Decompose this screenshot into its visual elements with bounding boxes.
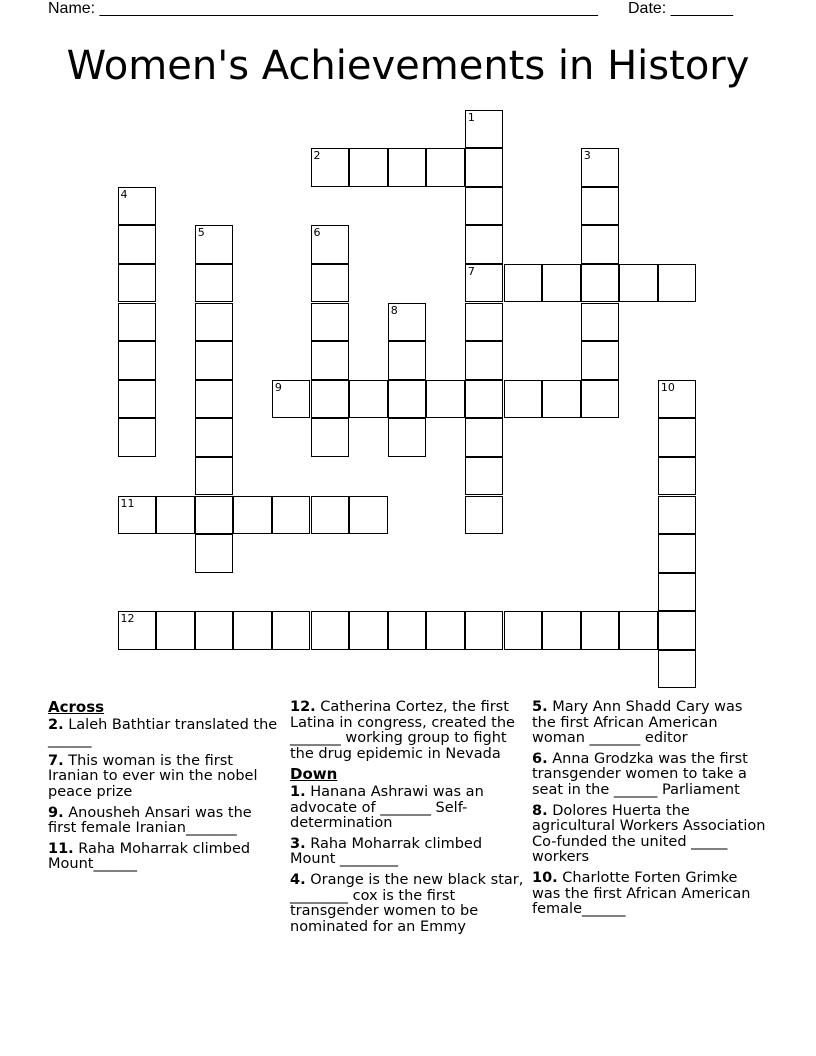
grid-cell[interactable] <box>311 264 350 303</box>
grid-cell[interactable] <box>465 418 504 457</box>
grid-cell[interactable] <box>233 496 272 535</box>
grid-cell[interactable] <box>619 264 658 303</box>
name-field-label: Name: ________________________________________________________ <box>48 0 598 17</box>
clue-text: Anna Grodzka was the first transgender women to take a seat in the ______ Parliament <box>532 750 748 798</box>
clue-down-6 <box>532 752 766 799</box>
clue-text: Mary Ann Shadd Cary was the first African American woman _______ editor <box>532 699 743 747</box>
cell-number: 9 <box>274 380 282 394</box>
grid-cell[interactable] <box>388 418 427 457</box>
clue-number: 1. <box>290 783 306 800</box>
grid-cell[interactable] <box>195 341 234 380</box>
date-field-label: Date: _______ <box>628 0 733 17</box>
clue-number: 3. <box>290 835 306 852</box>
clue-text: Raha Moharrak climbed Mount ________ <box>290 835 483 868</box>
clue-text: Anousheh Ansari was the first female Iranian_______ <box>48 804 252 837</box>
grid-cell[interactable] <box>581 611 620 650</box>
grid-cell[interactable] <box>349 611 388 650</box>
grid-cell[interactable] <box>195 496 234 535</box>
grid-cell[interactable] <box>465 264 504 303</box>
grid-cell[interactable] <box>581 264 620 303</box>
grid-cell[interactable] <box>426 380 465 419</box>
grid-cell[interactable] <box>272 380 311 419</box>
clue-down-5 <box>532 700 766 747</box>
clue-text: This woman is the first Iranian to ever win the nobel peace prize <box>48 752 258 800</box>
grid-cell[interactable] <box>388 148 427 187</box>
grid-cell[interactable] <box>195 225 234 264</box>
clue-number: 6. <box>532 750 548 767</box>
grid-cell[interactable] <box>542 380 581 419</box>
grid-cell[interactable] <box>658 534 697 573</box>
clue-across-7 <box>48 754 282 801</box>
clue-number: 7. <box>48 752 64 769</box>
grid-cell[interactable] <box>349 380 388 419</box>
grid-cell[interactable] <box>581 380 620 419</box>
clue-number: 2. <box>48 716 64 733</box>
grid-cell[interactable] <box>311 418 350 457</box>
across-heading: Across <box>48 698 105 716</box>
grid-cell[interactable] <box>349 496 388 535</box>
cell-number: 6 <box>313 226 321 240</box>
grid-cell[interactable] <box>465 341 504 380</box>
down-heading: Down <box>290 765 338 784</box>
clue-across-12 <box>290 700 524 762</box>
grid-cell[interactable] <box>465 148 504 187</box>
grid-cell[interactable] <box>465 457 504 496</box>
grid-cell[interactable] <box>658 650 697 689</box>
grid-cell[interactable] <box>195 303 234 342</box>
grid-cell[interactable] <box>465 611 504 650</box>
grid-cell[interactable] <box>658 457 697 496</box>
grid-cell[interactable] <box>426 148 465 187</box>
grid-cell[interactable] <box>311 148 350 187</box>
clue-number: 12. <box>290 699 316 715</box>
cell-number: 8 <box>390 303 398 317</box>
clue-down-8 <box>532 804 766 866</box>
clue-number: 9. <box>48 804 64 821</box>
grid-cell[interactable] <box>388 611 427 650</box>
grid-cell[interactable] <box>542 611 581 650</box>
grid-cell[interactable] <box>619 611 658 650</box>
clue-number: 11. <box>48 840 74 857</box>
cell-number: 2 <box>313 149 321 163</box>
clue-number: 5. <box>532 699 548 715</box>
grid-cell[interactable] <box>195 611 234 650</box>
clue-across-2 <box>48 718 282 749</box>
clue-across-11 <box>48 842 282 873</box>
grid-cell[interactable] <box>658 418 697 457</box>
grid-cell[interactable] <box>504 611 543 650</box>
grid-cell[interactable] <box>195 264 234 303</box>
grid-cell[interactable] <box>272 611 311 650</box>
grid-cell[interactable] <box>465 496 504 535</box>
grid-cell[interactable] <box>156 611 195 650</box>
grid-cell[interactable] <box>465 303 504 342</box>
clue-text: Raha Moharrak climbed Mount______ <box>48 840 251 873</box>
cell-number: 11 <box>120 496 135 510</box>
cell-number: 7 <box>467 264 475 278</box>
cell-number: 1 <box>467 110 475 124</box>
grid-cell[interactable] <box>311 303 350 342</box>
clue-column-1 <box>48 700 282 878</box>
clue-down-1 <box>290 785 524 832</box>
grid-cell[interactable] <box>118 225 157 264</box>
clue-text: Charlotte Forten Grimke was the first African American female______ <box>532 869 751 918</box>
grid-cell[interactable] <box>581 148 620 187</box>
grid-cell[interactable] <box>311 380 350 419</box>
grid-cell[interactable] <box>658 573 697 612</box>
clue-column-2 <box>290 700 524 940</box>
grid-cell[interactable] <box>118 187 157 226</box>
clue-text: Laleh Bathtiar translated the ______ <box>48 716 278 749</box>
grid-cell[interactable] <box>195 534 234 573</box>
grid-cell[interactable] <box>388 380 427 419</box>
grid-cell[interactable] <box>658 264 697 303</box>
grid-cell[interactable] <box>465 380 504 419</box>
grid-cell[interactable] <box>658 611 697 650</box>
grid-cell[interactable] <box>118 341 157 380</box>
grid-cell[interactable] <box>504 264 543 303</box>
cell-number: 5 <box>197 226 205 240</box>
clue-text: Orange is the new black star, ________ cox is the first transgender women to be nominated for an Emmy <box>290 871 524 935</box>
clue-text: Hanana Ashrawi was an advocate of _______ Self-determination <box>290 783 484 832</box>
grid-cell[interactable] <box>311 611 350 650</box>
cell-number: 12 <box>120 612 135 626</box>
grid-cell[interactable] <box>195 457 234 496</box>
clue-down-4 <box>290 873 524 935</box>
grid-cell[interactable] <box>156 496 195 535</box>
clue-number: 8. <box>532 802 548 819</box>
cell-number: 10 <box>660 380 675 394</box>
clue-number: 4. <box>290 871 306 888</box>
grid-cell[interactable] <box>118 264 157 303</box>
grid-cell[interactable] <box>388 303 427 342</box>
grid-cell[interactable] <box>311 341 350 380</box>
grid-cell[interactable] <box>658 496 697 535</box>
grid-cell[interactable] <box>426 611 465 650</box>
clue-text: Dolores Huerta the agricultural Workers Association Co-funded the united _____ workers <box>532 802 766 866</box>
grid-cell[interactable] <box>118 496 157 535</box>
clue-text: Catherina Cortez, the first Latina in congress, created the _______ working group to fight the drug epidemic in Nevada <box>290 699 515 762</box>
cell-number: 3 <box>583 149 591 163</box>
page-title: Women's Achievements in History <box>66 43 750 89</box>
grid-cell[interactable] <box>465 110 504 149</box>
grid-cell[interactable] <box>118 380 157 419</box>
clue-column-3 <box>532 700 766 923</box>
grid-cell[interactable] <box>465 187 504 226</box>
clue-down-3 <box>290 837 524 868</box>
grid-cell[interactable] <box>388 341 427 380</box>
grid-cell[interactable] <box>195 380 234 419</box>
grid-cell[interactable] <box>581 341 620 380</box>
grid-cell[interactable] <box>118 611 157 650</box>
grid-cell[interactable] <box>118 303 157 342</box>
grid-cell[interactable] <box>658 380 697 419</box>
clue-down-10 <box>532 871 766 918</box>
grid-cell[interactable] <box>504 380 543 419</box>
grid-cell[interactable] <box>118 418 157 457</box>
grid-cell[interactable] <box>272 496 311 535</box>
grid-cell[interactable] <box>581 225 620 264</box>
cell-number: 4 <box>120 187 128 201</box>
grid-cell[interactable] <box>465 225 504 264</box>
grid-cell[interactable] <box>311 496 350 535</box>
clue-across-9 <box>48 806 282 837</box>
grid-cell[interactable] <box>581 303 620 342</box>
grid-cell[interactable] <box>195 418 234 457</box>
grid-cell[interactable] <box>542 264 581 303</box>
clue-number: 10. <box>532 869 558 886</box>
grid-cell[interactable] <box>349 148 388 187</box>
grid-cell[interactable] <box>581 187 620 226</box>
grid-cell[interactable] <box>311 225 350 264</box>
grid-cell[interactable] <box>233 611 272 650</box>
